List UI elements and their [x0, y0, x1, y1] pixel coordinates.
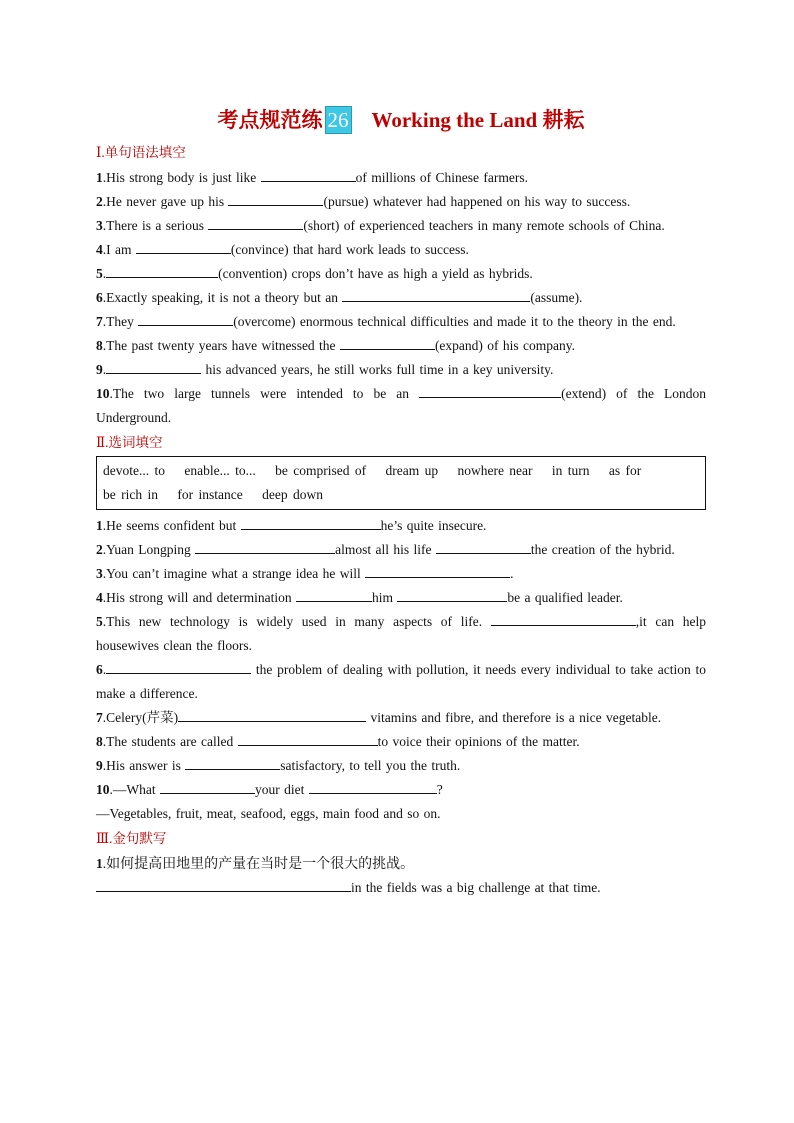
answer-blank[interactable] [342, 287, 530, 302]
answer-blank[interactable] [106, 359, 201, 374]
phrase-item: in turn [551, 463, 590, 478]
worksheet-page [96, 100, 706, 900]
question-1-2: 2.He never gave up his (pursue) whatever had happened on his way to success. [96, 190, 706, 214]
question-1-3: 3.There is a serious (short) of experienced teachers in many remote schools of China. [96, 214, 706, 238]
answer-blank[interactable] [138, 311, 233, 326]
answer-blank[interactable] [340, 335, 435, 350]
question-1-8: 8.The past twenty years have witnessed the (expand) of his company. [96, 334, 706, 358]
answer-blank[interactable] [436, 539, 531, 554]
question-2-10-answer: —Vegetables, fruit, meat, seafood, eggs, main food and so on. [96, 806, 441, 821]
question-2-4: 4.His strong will and determination him be a qualified leader. [96, 586, 706, 610]
answer-blank[interactable] [195, 539, 335, 554]
question-1-4: 4.I am (convince) that hard work leads to success. [96, 238, 706, 262]
answer-blank[interactable] [261, 167, 356, 182]
phrase-bank [96, 456, 706, 510]
answer-blank[interactable] [178, 707, 366, 722]
question-3-1: 1.如何提高田地里的产量在当时是一个很大的挑战。 [96, 856, 415, 872]
answer-blank[interactable] [136, 239, 231, 254]
answer-blank[interactable] [491, 611, 636, 626]
phrase-item: nowhere near [457, 463, 533, 478]
question-1-9: 9. his advanced years, he still works full time in a key university. [96, 358, 706, 382]
answer-blank[interactable] [228, 191, 323, 206]
answer-blank[interactable] [238, 731, 378, 746]
question-2-3: 3.You can’t imagine what a strange idea he will . [96, 562, 706, 586]
phrase-item: enable... to... [184, 463, 256, 478]
answer-blank[interactable] [185, 755, 280, 770]
answer-blank[interactable] [397, 587, 507, 602]
question-1-10: 10.The two large tunnels were intended to be an (extend) of the London Underground. [96, 382, 706, 430]
answer-blank[interactable] [419, 383, 561, 398]
question-2-5: 5.This new technology is widely used in many aspects of life. ,it can help housewives clean the floors. [96, 610, 706, 658]
question-3-1-line: in the fields was a big challenge at that time. [96, 876, 706, 900]
question-1-5: 5. (convention) crops don’t have as high a yield as hybrids. [96, 262, 706, 286]
answer-blank[interactable] [106, 659, 251, 674]
question-2-10: 10.—What your diet ? [96, 778, 706, 802]
page-title [96, 104, 706, 134]
section-1-heading: Ⅰ.单句语法填空 [96, 145, 186, 160]
phrase-item: as for [608, 463, 642, 478]
phrase-item: dream up [385, 463, 439, 478]
title-english: Working the Land 耕耘 [371, 108, 585, 132]
title-prefix: 考点规范练 [217, 108, 323, 132]
answer-blank[interactable] [106, 263, 218, 278]
question-1-6: 6.Exactly speaking, it is not a theory but an (assume). [96, 286, 706, 310]
section-2-heading: Ⅱ.选词填空 [96, 435, 163, 450]
phrase-item: be rich in [103, 487, 158, 502]
answer-blank[interactable] [208, 215, 303, 230]
question-1-7: 7.They (overcome) enormous technical difficulties and made it to the theory in the end. [96, 310, 706, 334]
answer-blank[interactable] [96, 877, 351, 892]
phrase-item: be comprised of [275, 463, 367, 478]
phrase-item: deep down [262, 487, 323, 502]
section-3-heading: Ⅲ.金句默写 [96, 831, 167, 846]
question-2-8: 8.The students are called to voice their opinions of the matter. [96, 730, 706, 754]
answer-blank[interactable] [160, 779, 255, 794]
phrase-item: devote... to [103, 463, 165, 478]
question-2-6: 6. the problem of dealing with pollution, it needs every individual to take action to make a difference. [96, 658, 706, 706]
question-2-9: 9.His answer is satisfactory, to tell you the truth. [96, 754, 706, 778]
question-2-7: 7.Celery(芹菜) vitamins and fibre, and therefore is a nice vegetable. [96, 706, 706, 730]
answer-blank[interactable] [241, 515, 381, 530]
phrase-item: for instance [177, 487, 243, 502]
answer-blank[interactable] [296, 587, 372, 602]
lesson-number-badge: 26 [325, 106, 352, 134]
answer-blank[interactable] [365, 563, 510, 578]
question-2-2: 2.Yuan Longping almost all his life the creation of the hybrid. [96, 538, 706, 562]
question-2-1: 1.He seems confident but he’s quite insecure. [96, 514, 706, 538]
question-1-1: 1.His strong body is just like of millions of Chinese farmers. [96, 166, 706, 190]
answer-blank[interactable] [309, 779, 437, 794]
